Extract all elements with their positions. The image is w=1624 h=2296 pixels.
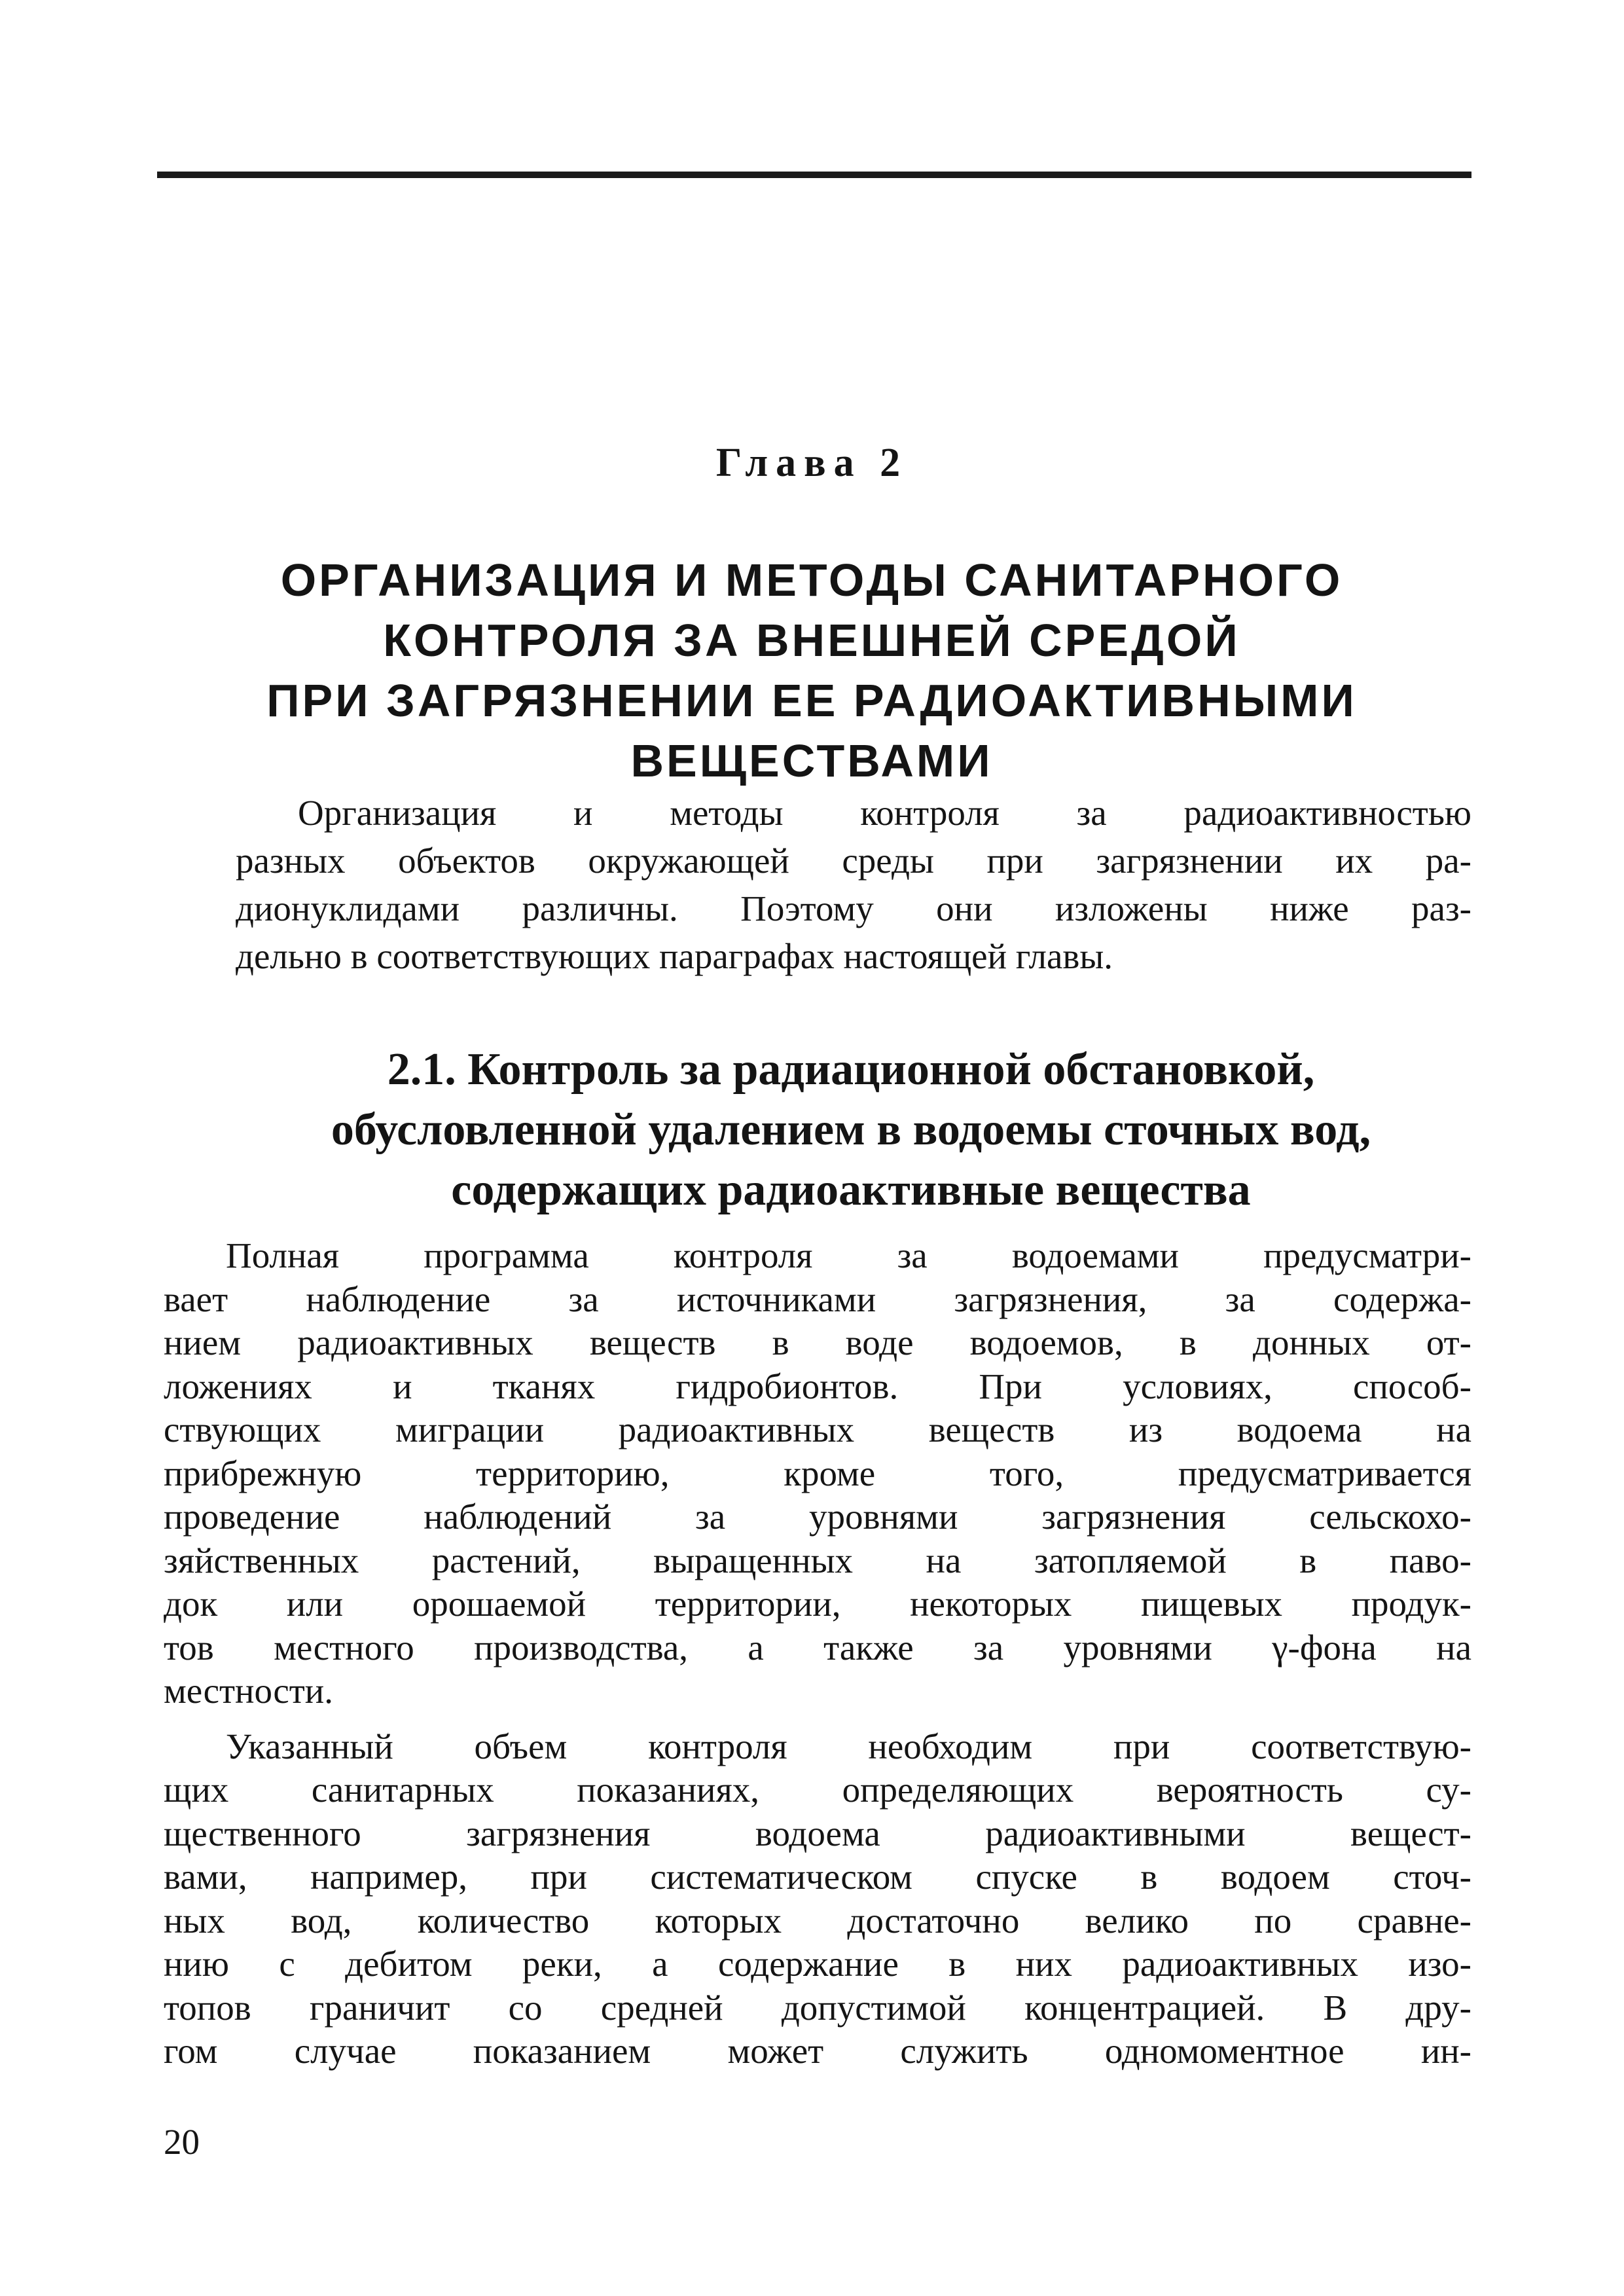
paragraph-line: прибрежную территорию, кроме того, предусматривается <box>164 1453 1471 1493</box>
paragraph-line: гом случае показанием может служить одномоментное ин- <box>164 2031 1471 2071</box>
intro-line: Организация и методы контроля за радиоактивностью <box>298 793 1471 833</box>
paragraph-line: нием радиоактивных веществ в воде водоемов, в донных от- <box>164 1322 1471 1362</box>
chapter-label: Глава 2 <box>715 441 909 485</box>
paragraph-line: щих санитарных показаниях, определяющих вероятность су- <box>164 1770 1471 1810</box>
paragraph-line: тов местного производства, а также за уровнями γ-фона на <box>164 1627 1471 1667</box>
chapter-title-line: ВЕЩЕСТВАМИ <box>630 735 993 786</box>
section-title <box>209 1040 1492 1220</box>
body-text <box>164 1234 1471 2073</box>
paragraph-1 <box>164 1234 1471 1713</box>
paragraph-line: местности. <box>164 1671 333 1711</box>
chapter-intro <box>236 789 1471 980</box>
paragraph-line: вами, например, при систематическом спуске в водоем сточ- <box>164 1857 1471 1897</box>
intro-line: дельно в соответствующих параграфах настоящей главы. <box>236 936 1113 976</box>
chapter-title-line: ПРИ ЗАГРЯЗНЕНИИ ЕЕ РАДИОАКТИВНЫМИ <box>266 675 1357 726</box>
paragraph-line: зяйственных растений, выращенных на затопляемой в паво- <box>164 1540 1471 1580</box>
section-title-line: содержащих радиоактивные вещества <box>451 1165 1251 1215</box>
paragraph-line: ложениях и тканях гидробионтов. При условиях, способ- <box>164 1366 1471 1406</box>
paragraph-line: нию с дебитом реки, а содержание в них радиоактивных изо- <box>164 1944 1471 1984</box>
paragraph-line: проведение наблюдений за уровнями загрязнения сельскохо- <box>164 1497 1471 1537</box>
section-title-line: 2.1. Контроль за радиационной обстановкой, <box>387 1044 1315 1095</box>
section-title-line: обусловленной удалением в водоемы сточных вод, <box>331 1104 1371 1155</box>
top-rule <box>157 172 1471 178</box>
chapter-title-line: ОРГАНИЗАЦИЯ И МЕТОДЫ САНИТАРНОГО <box>280 555 1343 606</box>
paragraph-line: Полная программа контроля за водоемами предусматри- <box>226 1235 1471 1275</box>
intro-line: разных объектов окружающей среды при загрязнении их ра- <box>236 841 1471 881</box>
intro-line: дионуклидами различны. Поэтому они изложены ниже раз- <box>236 888 1471 928</box>
paragraph-line: топов граничит со средней допустимой концентрацией. В дру- <box>164 1987 1471 2028</box>
paragraph-line: док или орошаемой территории, некоторых пищевых продук- <box>164 1584 1471 1624</box>
chapter-title-line: КОНТРОЛЯ ЗА ВНЕШНЕЙ СРЕДОЙ <box>383 615 1240 666</box>
paragraph-line: ствующих миграции радиоактивных веществ из водоема на <box>164 1410 1471 1449</box>
page-number: 20 <box>164 2122 200 2162</box>
paragraph-2 <box>164 1725 1471 2073</box>
paragraph-line: ных вод, количество которых достаточно велико по сравне- <box>164 1900 1471 1941</box>
paragraph-line: щественного загрязнения водоема радиоактивными вещест- <box>164 1813 1471 1853</box>
chapter-title <box>249 550 1375 791</box>
paragraph-line: вает наблюдение за источниками загрязнения, за содержа- <box>164 1279 1471 1319</box>
paragraph-line: Указанный объем контроля необходим при соответствую- <box>226 1726 1471 1766</box>
